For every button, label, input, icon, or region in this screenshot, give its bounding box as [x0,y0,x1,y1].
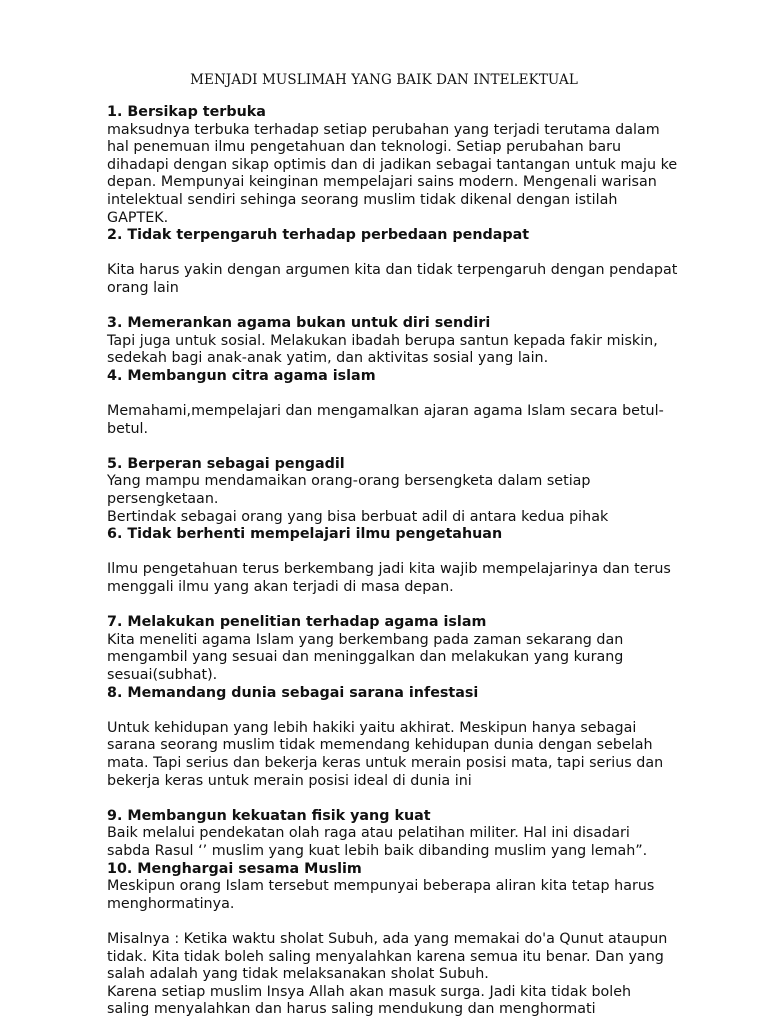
section-heading: 6. Tidak berhenti mempelajari ilmu pengetahuan [107,526,503,543]
section-heading: 1. Bersikap terbuka [107,104,266,120]
paragraph-line: Karena setiap muslim Insya Allah akan masuk surga. Jadi kita tidak boleh [107,983,632,1000]
blank-line [107,544,727,562]
section-heading: 9. Membangun kekuatan fisik yang kuat [107,807,431,824]
section-paragraph [107,720,727,790]
paragraph-line: salah adalah yang tidak melaksanakan sholat Subuh. [107,966,489,983]
paragraph-line: bekerja keras untuk merain posisi ideal di dunia ini [107,772,472,789]
paragraph-line: menggali ilmu yang akan terjadi di masa depan. [107,579,454,596]
section-2 [107,227,727,315]
paragraph-line: dihadapi dengan sikap optimis dan di jadikan sebagai tantangan untuk maju ke [107,156,678,173]
paragraph-line: Untuk kehidupan yang lebih hakiki yaitu akhirat. Meskipun hanya sebagai [107,719,637,736]
paragraph-line: saling menyalahkan dan harus saling mendukung dan menghormati [107,1001,596,1018]
paragraph-line: Kita meneliti agama Islam yang berkembang pada zaman sekarang dan [107,631,624,648]
section-1 [107,104,727,227]
section-4 [107,368,727,456]
paragraph-line: Misalnya : Ketika waktu sholat Subuh, ada yang memakai do'a Qunut ataupun [107,930,668,947]
paragraph-line: GAPTEK. [107,209,169,226]
section-paragraph [107,825,727,860]
document-body [107,104,727,1019]
paragraph-line: sabda Rasul ‘’ muslim yang kuat lebih baik dibanding muslim yang lemah”. [107,842,648,859]
paragraph-line: Baik melalui pendekatan olah raga atau pelatihan militer. Hal ini disadari [107,825,630,842]
paragraph-line: sesuai(subhat). [107,667,218,683]
blank-line [107,702,727,720]
section-heading: 3. Memerankan agama bukan untuk diri sendiri [107,315,491,332]
section-heading: 7. Melakukan penelitian terhadap agama islam [107,614,487,631]
paragraph-line: betul. [107,420,149,437]
blank-line [107,790,727,808]
paragraph-line: Bertindak sebagai orang yang bisa berbuat adil di antara kedua pihak [107,508,609,525]
section-heading: 10. Menghargai sesama Muslim [107,860,362,877]
paragraph-line: Ilmu pengetahuan terus berkembang jadi kita wajib mempelajarinya dan terus [107,561,671,578]
section-heading: 2. Tidak terpengaruh terhadap perbedaan pendapat [107,227,530,244]
section-heading: 5. Berperan sebagai pengadil [107,455,345,472]
paragraph-line: Tapi juga untuk sosial. Melakukan ibadah berupa santun kepada fakir miskin, [107,332,658,349]
paragraph-line: mengambil yang sesuai dan meninggalkan dan melakukan yang kurang [107,649,624,666]
paragraph-line: Meskipun orang Islam tersebut mempunyai beberapa aliran kita tetap harus [107,878,655,895]
paragraph-line: depan. Mempunyai keinginan mempelajari sains modern. Mengenali warisan [107,174,657,191]
paragraph-line: Memahami,mempelajari dan mengamalkan ajaran agama Islam secara betul- [107,403,664,420]
paragraph-line: persengketaan. [107,491,219,508]
section-paragraph [107,333,727,368]
blank-line [107,298,727,316]
blank-line [107,913,727,931]
section-6 [107,526,727,614]
paragraph-line: tidak. Kita tidak boleh saling menyalahkan karena semua itu benar. Dan yang [107,948,664,965]
section-3 [107,315,727,368]
section-5 [107,456,727,526]
paragraph-line: intelektual sendiri sehinga seorang muslim tidak dikenal dengan istilah [107,191,618,208]
section-paragraph [107,262,727,297]
paragraph-line: maksudnya terbuka terhadap setiap perubahan yang terjadi terutama dalam [107,121,660,138]
blank-line [107,386,727,404]
paragraph-line: mata. Tapi serius dan bekerja keras untuk merain posisi mata, tapi serius dan [107,754,664,771]
section-8 [107,685,727,808]
document-title: MENJADI MUSLIMAH YANG BAIK DAN INTELEKTUAL [190,72,578,88]
paragraph-line: hal penemuan ilmu pengetahuan dan teknologi. Setiap perubahan baru [107,139,622,156]
section-heading: 4. Membangun citra agama islam [107,367,376,384]
section-paragraph [107,632,727,685]
paragraph-line: sedekah bagi anak-anak yatim, dan aktivitas sosial yang lain. [107,350,549,367]
blank-line [107,245,727,263]
section-paragraph [107,122,727,228]
paragraph-line: orang lain [107,279,179,296]
section-7 [107,614,727,684]
paragraph-line: Kita harus yakin dengan argumen kita dan tidak terpengaruh dengan pendapat [107,262,678,279]
section-heading: 8. Memandang dunia sebagai sarana infestasi [107,684,479,701]
section-paragraph [107,561,727,596]
blank-line [107,597,727,615]
section-paragraph [107,878,727,913]
section-paragraph [107,473,727,526]
section-10 [107,861,727,1019]
section-9 [107,808,727,861]
paragraph-line: menghormatinya. [107,895,235,912]
blank-line [107,438,727,456]
paragraph-line: Yang mampu mendamaikan orang-orang bersengketa dalam setiap [107,473,591,490]
paragraph-line: sarana seorang muslim tidak memendang kehidupan dunia dengan sebelah [107,737,653,754]
section-paragraph [107,403,727,438]
section-paragraph [107,931,727,1019]
